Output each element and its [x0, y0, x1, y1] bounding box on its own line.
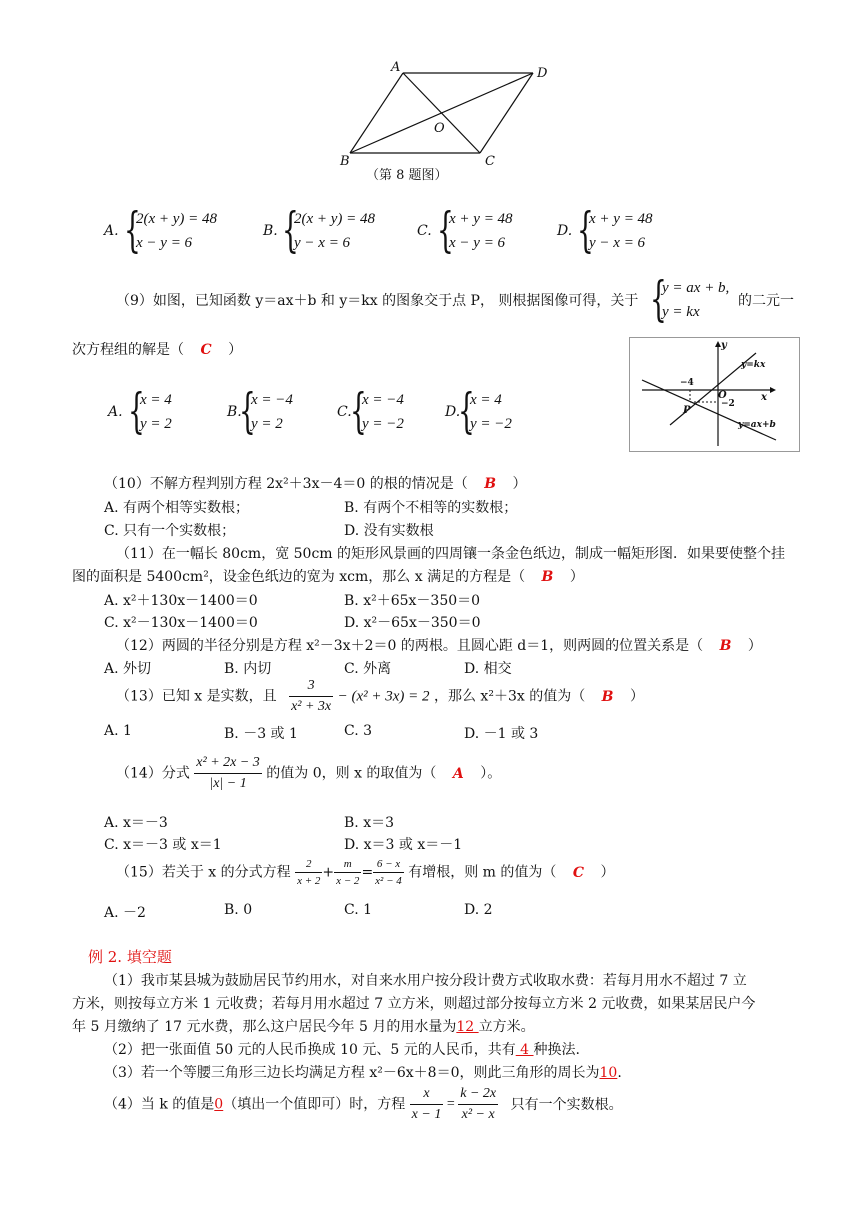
q11-option-a: A. x²＋130x－1400＝0 [104, 593, 258, 609]
equation-row: x = 4 [140, 392, 172, 408]
equation-row: x = −4 [362, 392, 404, 408]
brace-symbol: { [577, 202, 594, 258]
q9-graph [629, 337, 800, 452]
section-heading: 例 2. 填空题 [88, 948, 172, 966]
q10-option-d: D. 没有实数根 [344, 523, 434, 539]
fill-answer: 12 [456, 1019, 479, 1035]
fill-answer: 4 [515, 1042, 534, 1058]
equation-system [136, 207, 217, 255]
ex2-p4: （4）当 k 的值是0（填出一个值即可）时，方程 $\frac{x}{x - 1}$ = $\frac{k - 2x}{\text{x² − x}}$ 只有一个实数根。 [104, 1084, 623, 1125]
stem-text: 只有一个实数根。 [510, 1096, 623, 1113]
center-label-o: O [434, 121, 445, 136]
numerator: x² + 2x − 3 [194, 753, 262, 774]
fill-answer: 10 [599, 1065, 618, 1081]
q11-option-d: D. x²－65x－350＝0 [344, 615, 481, 631]
denominator: x − 1 [411, 1107, 442, 1122]
stem-text: 种换法. [533, 1042, 580, 1058]
stem-text: （13）已知 x 是实数，且 [116, 688, 277, 705]
q15-stem: （15）若关于 x 的分式方程 $\frac{2}{x + 2}$ + $\frac{m}{x - 2}$ = $\frac{6 - x}{\text{x² − 4}}$ 有增根，则 m 的值为（ C ） [116, 858, 615, 887]
vertex-label-a: A [391, 60, 401, 75]
stem-text: . [617, 1065, 622, 1081]
equation-row: x − y = 6 [449, 235, 506, 251]
q12-option-a: A. 外切 [104, 661, 152, 677]
option-letter: C. [417, 223, 432, 239]
line-label-axb: y=ax+b [738, 420, 776, 430]
q12-stem [116, 635, 762, 655]
fraction [194, 753, 262, 794]
stem-text: ） [629, 688, 644, 705]
q10-stem [104, 473, 527, 493]
stem-text: 图的面积是 5400cm²，设金色纸边的宽为 xcm，那么 x 满足的方程是（ [72, 569, 526, 585]
option-letter: B. [227, 404, 242, 420]
stem-text: （12）两圆的半径分别是方程 x²－3x＋2＝0 的两根。且圆心距 d＝1，则两圆的位置关系是（ [116, 638, 704, 654]
fraction [410, 1084, 444, 1125]
ex2-p3 [104, 1062, 622, 1082]
answer-mark: B [541, 569, 554, 585]
denominator: x² + 3x [291, 699, 332, 714]
stem-text: （10）不解方程判别方程 2x²＋3x－4＝0 的根的情况是（ [104, 476, 468, 492]
stem-text: ） [569, 569, 584, 585]
q14-option-d: D. x＝3 或 x＝－1 [344, 837, 463, 853]
q10-option-c: C. 只有一个实数根； [104, 523, 236, 539]
equation-row: y = 2 [140, 416, 172, 432]
stem-text: （14）分式 [116, 765, 190, 782]
q9-stem: （9）如图，已知函数 y＝ax＋b 和 y＝kx 的图象交于点 P， 则根据图像可得，关于 [116, 293, 639, 309]
stem-text: （4）当 k 的值是 [104, 1096, 215, 1113]
equation-row: y = 2 [251, 416, 283, 432]
numerator: 3 [289, 676, 333, 697]
vertex-label-d: D [537, 66, 548, 81]
q14-option-c: C. x＝－3 或 x＝1 [104, 837, 222, 853]
x-axis-label: x [761, 392, 767, 403]
equation-system [449, 207, 513, 255]
q10-option-a: A. 有两个相等实数根； [104, 500, 250, 516]
numerator: k − 2x [458, 1084, 498, 1105]
denominator: x + 2 [297, 875, 321, 887]
stem-text: ） [600, 864, 615, 881]
equation-system [362, 388, 404, 436]
ex2-p2 [104, 1039, 580, 1059]
stem-text: （15）若关于 x 的分式方程 [116, 864, 291, 881]
stem-text: ） [512, 476, 527, 492]
brace-symbol: { [128, 383, 145, 439]
equation-row: x + y = 48 [449, 211, 513, 227]
stem-text: ） [228, 342, 243, 358]
q14-option-b: B. x＝3 [344, 815, 394, 831]
stem-text: ） [747, 638, 762, 654]
q11-option-b: B. x²＋65x－350＝0 [344, 593, 481, 609]
answer-mark: B [484, 476, 497, 492]
q13-stem [116, 676, 644, 717]
stem-text: （填出一个值即可）时，方程 [223, 1096, 406, 1113]
numerator: m [334, 856, 361, 873]
stem-text: ，那么 x²＋3x 的值为（ [433, 688, 586, 705]
equation-row: y = −2 [362, 416, 404, 432]
ex2-p1-line3 [72, 1016, 535, 1036]
equation-row: y = −2 [470, 416, 512, 432]
q15-option-d: D. 2 [464, 902, 493, 918]
fill-answer: 0 [214, 1096, 224, 1113]
denominator: |x| − 1 [209, 776, 247, 791]
q13-option-a: A. 1 [104, 723, 132, 739]
q11-stem-line2 [72, 566, 584, 586]
q14-stem [116, 753, 501, 794]
denominator: x² − 4 [375, 875, 402, 887]
q14-option-a: A. x＝－3 [104, 815, 168, 831]
numerator: x [410, 1084, 444, 1105]
brace-symbol: { [650, 271, 667, 327]
q9-stem-line2 [72, 339, 242, 359]
vertex-label-b: B [340, 154, 350, 169]
equation-row: 2(x + y) = 48 [294, 211, 376, 227]
brace-symbol: { [458, 383, 475, 439]
q13-option-d: D. －1 或 3 [464, 726, 539, 742]
fraction [458, 1084, 498, 1125]
q11-option-c: C. x²－130x－1400＝0 [104, 615, 258, 631]
parallelogram-figure [330, 58, 560, 178]
equation-system [589, 207, 653, 255]
equation-row: y − x = 6 [294, 235, 351, 251]
stem-text: （2）把一张面值 50 元的人民币换成 10 元、5 元的人民币，共有 [104, 1042, 516, 1058]
stem-text: 有增根，则 m 的值为（ [408, 864, 557, 881]
stem-text: 立方米。 [478, 1019, 535, 1035]
equation-row: x − y = 6 [136, 235, 193, 251]
stem-text: ）。 [480, 765, 502, 782]
option-letter: D. [445, 404, 461, 420]
option-letter: C. [337, 404, 352, 420]
numerator: 2 [295, 856, 322, 873]
stem-text: 次方程组的解是（ [72, 342, 184, 358]
stem-text: 年 5 月缴纳了 17 元水费，那么这户居民今年 5 月的用水量为 [72, 1019, 457, 1035]
numerator: 6 − x [373, 856, 404, 873]
denominator: x − 2 [336, 875, 360, 887]
q9-stem-tail: 的二元一 [738, 293, 794, 309]
brace-symbol: { [437, 202, 454, 258]
ex2-p1-line2: 方米，则按每立方米 1 元收费；若每月用水超过 7 立方米，则超过部分按每立方米 2 元收费，如果某居民户今 [72, 996, 756, 1012]
stem-text: （3）若一个等腰三角形三边长均满足方程 x²－6x＋8＝0，则此三角形的周长为 [104, 1065, 600, 1081]
q12-option-b: B. 内切 [224, 661, 272, 677]
q13-option-b: B. －3 或 1 [224, 726, 298, 742]
equation-row: y = ax + b, [662, 280, 730, 296]
option-letter: B. [263, 223, 278, 239]
point-label-p: P [683, 405, 691, 416]
equation-row: x + y = 48 [589, 211, 653, 227]
q15-option-a: A. －2 [104, 905, 146, 921]
equation-system [294, 207, 375, 255]
equation-row: x = −4 [251, 392, 293, 408]
equation-system [470, 388, 512, 436]
brace-symbol: { [239, 383, 256, 439]
q10-option-b: B. 有两个不相等的实数根； [344, 500, 518, 516]
answer-mark: C [200, 342, 212, 358]
q15-option-b: B. 0 [224, 902, 253, 918]
option-letter: A. [108, 404, 123, 420]
origin-label: O [718, 390, 727, 401]
fraction [334, 856, 361, 889]
tick-label-neg4: −4 [680, 378, 694, 388]
brace-symbol: { [124, 202, 141, 258]
y-axis-label: y [721, 340, 727, 351]
option-letter: A. [104, 223, 119, 239]
answer-mark: B [601, 688, 614, 705]
q11-stem-line1: （11）在一幅长 80cm，宽 50cm 的矩形风景画的四周镶一条金色纸边，制成一幅矩形图．如果要使整个挂 [116, 546, 786, 562]
equation-row: y = kx [662, 304, 700, 320]
equation-text: − (x² + 3x) = 2 [337, 688, 430, 705]
fraction [295, 856, 322, 889]
fraction [289, 676, 333, 717]
equation-system [251, 388, 293, 436]
equation-row: 2(x + y) = 48 [136, 211, 218, 227]
answer-mark: B [719, 638, 732, 654]
option-letter: D. [557, 223, 573, 239]
answer-mark: A [452, 765, 464, 782]
line-label-kx: y=kx [741, 360, 766, 370]
equation-system [140, 388, 172, 436]
ex2-p1-line1: （1）我市某县城为鼓励居民节约用水，对自来水用户按分段计费方式收取水费：若每月用水不超过 7 立 [104, 973, 747, 989]
q12-option-d: D. 相交 [464, 661, 512, 677]
answer-mark: C [572, 864, 585, 881]
q12-option-c: C. 外离 [344, 661, 392, 677]
q13-option-c: C. 3 [344, 723, 373, 739]
tick-label-neg2: −2 [721, 399, 735, 409]
denominator: x² − x [461, 1107, 495, 1122]
stem-text: 的值为 0，则 x 的取值为（ [266, 765, 437, 782]
q15-option-c: C. 1 [344, 902, 373, 918]
equation-row: y − x = 6 [589, 235, 646, 251]
equation-row: x = 4 [470, 392, 502, 408]
fraction [373, 856, 404, 889]
brace-symbol: { [350, 383, 367, 439]
figure-caption: （第 8 题图） [366, 168, 448, 183]
vertex-label-c: C [485, 154, 495, 169]
q9-equation-system [662, 276, 729, 324]
brace-symbol: { [282, 202, 299, 258]
